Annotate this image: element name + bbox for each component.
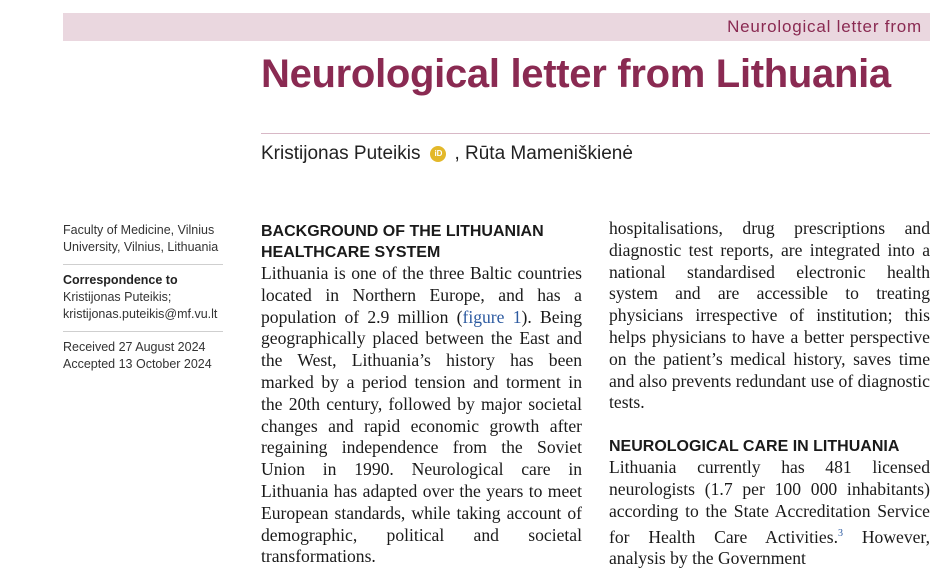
section-heading: NEUROLOGICAL CARE IN LITHUANIA bbox=[609, 438, 900, 456]
correspondence bbox=[63, 272, 243, 323]
figure-link[interactable]: figure 1 bbox=[462, 306, 522, 327]
correspondence-email[interactable]: kristijonas.puteikis@mf.vu.lt bbox=[63, 307, 218, 321]
accepted-date: Accepted 13 October 2024 bbox=[63, 357, 212, 371]
paragraph-text: Lithuania currently has 481 licensed neurologists (1.7 per 100 000 inhabitants) according to the State Accreditation Service for Health Care Activities. bbox=[609, 457, 930, 547]
author-line bbox=[261, 143, 633, 165]
paragraph-text: ). Being geographically placed between the East and the West, Lithuania’s history has been marked by a period tension and torment in the 20th century, followed by major societal changes and rapid economic growth after regaining independence from the Soviet Union in 1990. Neurological care in Lithuania has adapted over the years to meet European standards, while taking account of demographic, political and societal transformations. bbox=[261, 306, 582, 567]
author-name[interactable]: , Rūta Mameniškienė bbox=[454, 143, 633, 164]
sidebar-divider bbox=[63, 264, 223, 265]
body-paragraph bbox=[261, 263, 582, 568]
affiliation bbox=[63, 222, 243, 256]
title-divider bbox=[261, 133, 930, 134]
body-paragraph: hospitalisations, drug prescriptions and diagnostic test reports, are integrated into a national standardised electronic health system and are accessible to treating physicians irrespective of institution; this helps physicians to have a better perspective on the patient’s medical history, saves time and also prevents redundant use of diagnostic tests. bbox=[609, 218, 930, 413]
running-head-band bbox=[63, 13, 930, 41]
body-paragraph bbox=[609, 457, 930, 570]
section-heading: BACKGROUND OF THE LITHUANIAN HEALTHCARE SYSTEM bbox=[261, 223, 544, 261]
affiliation-line: Faculty of Medicine, Vilnius bbox=[63, 223, 215, 237]
affiliation-line: University, Vilnius, Lithuania bbox=[63, 240, 219, 254]
correspondence-name: Kristijonas Puteikis; bbox=[63, 290, 172, 304]
paragraph-text: However, analysis by the Government bbox=[609, 526, 930, 569]
dates bbox=[63, 339, 243, 373]
reference-link[interactable]: 3 bbox=[837, 527, 843, 539]
body-column-right bbox=[609, 218, 930, 570]
received-date: Received 27 August 2024 bbox=[63, 340, 206, 354]
body-column-left bbox=[261, 218, 582, 568]
running-head: Neurological letter from bbox=[727, 17, 922, 36]
orcid-icon[interactable]: iD bbox=[430, 146, 446, 162]
correspondence-heading: Correspondence to bbox=[63, 273, 178, 287]
article-sidebar bbox=[63, 222, 243, 373]
article-title: Neurological letter from Lithuania bbox=[261, 52, 891, 96]
author-name[interactable]: Kristijonas Puteikis bbox=[261, 143, 421, 164]
paragraph-text: Lithuania is one of the three Baltic countries located in Northern Europe, and has a population of 2.9 million ( bbox=[261, 263, 582, 327]
sidebar-divider bbox=[63, 331, 223, 332]
